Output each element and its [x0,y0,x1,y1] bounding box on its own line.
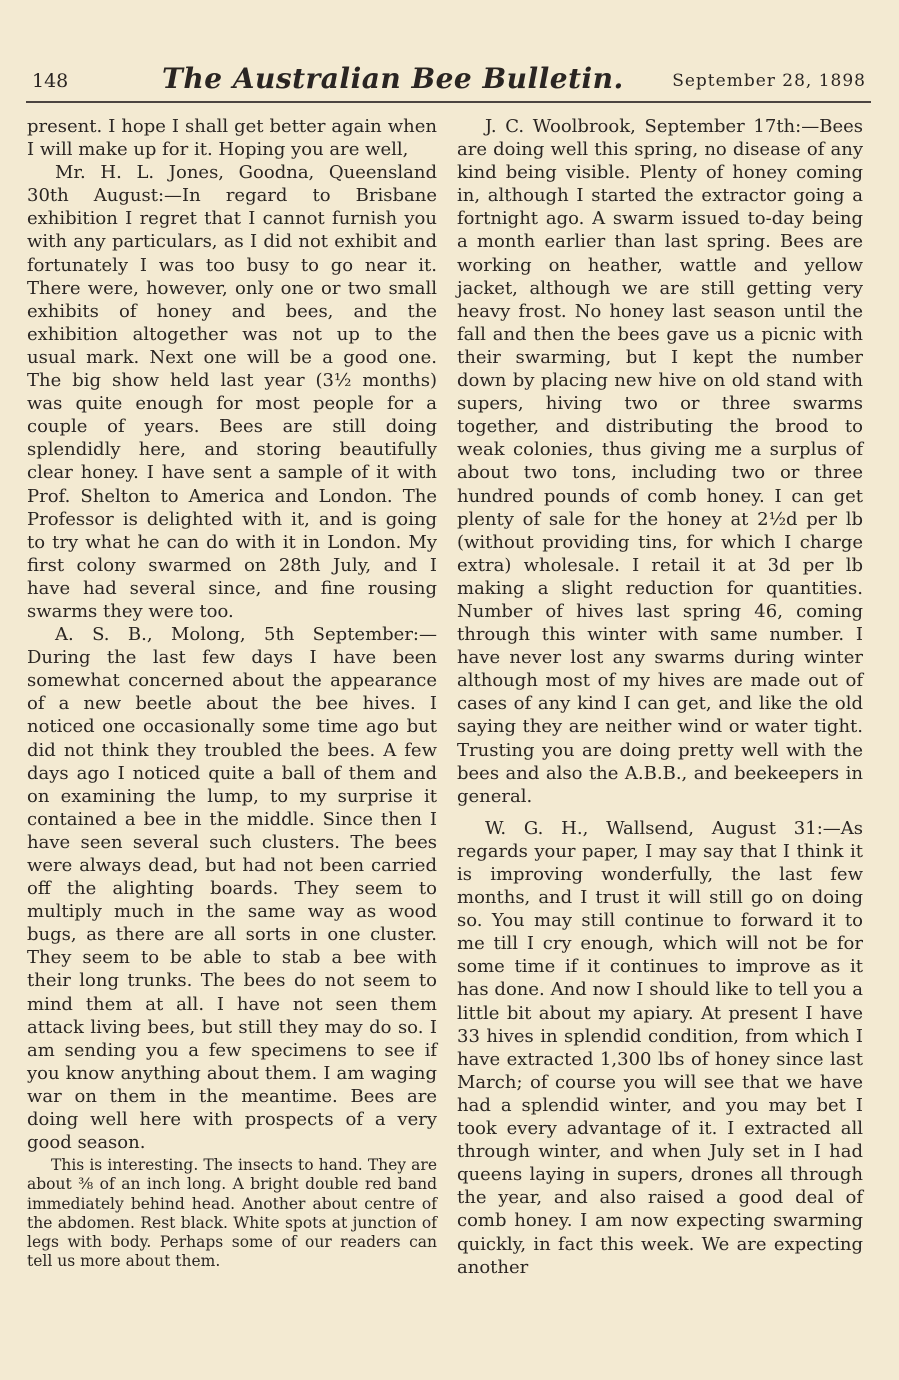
left-column [27,115,437,1360]
right-column [457,115,863,1360]
page-number: 148 [32,70,69,92]
page-header [30,62,868,102]
letter-wgh: W. G. H., Wallsend, August 31:—As regards your paper, I may say that I think it is improving wonderfully, the last few months, and I trust it will still go on doing so. You may still continue to forward it to me till I cry enough, which will not be for some time if it continues to improve as it has done. And now I should like to tell you a little bit about my apiary. At present I have 33 hives in splendid condition, from which I have extracted 1,300 lbs of honey since last March; of course you will see that we have had a splendid winter, and you may bet I took every advantage of it. I extracted all through winter, and when July set in I had queens laying in supers, drones all through the year, and also raised a good deal of comb honey. I am now expecting swarming quickly, in fact this week. We are expecting another [457,817,863,1278]
letter-woolbrook: J. C. Woolbrook, September 17th:—Bees are doing well this spring, no disease of any kind being visible. Plenty of honey coming in, although I started the extractor going a fortnight ago. A swarm issued to-day being a month earlier than last spring. Bees are working on heather, wattle and yellow jacket, although we are still getting very heavy frost. No honey last season until the fall and then the bees gave us a picnic with their swarming, but I kept the number down by placing new hive on old stand with supers, hiving two or three swarms together, and distributing the brood to weak colonies, thus giving me a surplus of about two tons, including two or three hundred pounds of comb honey. I can get plenty of sale for the honey at 2½d per lb (without providing tins, for which I charge extra) wholesale. I retail it at 3d per lb making a slight reduction for quantities. Number of hives last spring 46, coming through this winter with same number. I have never lost any swarms during winter although most of my hives are made out of cases of any kind I can get, and like the old saying they are neither wind or water tight. Trusting you are doing pretty well with the bees and also the A.B.B., and beekeepers in general. [457,116,863,807]
header-rule [26,101,871,103]
letter-jones: Mr. H. L. Jones, Goodna, Queensland 30th August:—In regard to Brisbane exhibition I regret that I cannot furnish you with any particulars, as I did not exhibit and fortunately I was too busy to go near it. There were, however, only one or two small exhibits of honey and bees, and the exhibition altogether was not up to the usual mark. Next one will be a good one. The big show held last year (3½ months) was quite enough for most people for a couple of years. Bees are still doing splendidly here, and storing beautifully clear honey. I have sent a sample of it with Prof. Shelton to America and London. The Professor is delighted with it, and is going to try what he can do with it in London. My first colony swarmed on 28th July, and I have had several since, and fine rousing swarms they were too. [27,162,437,622]
journal-title: The Australian Bee Bulletin. [162,62,624,95]
editor-note: This is interesting. The insects to hand. They are about ⅜ of an inch long. A bright double red band immediately behind head. Another about centre of the abdomen. Rest black. White spots at junction of legs with body. Perhaps some of our readers can tell us more about them. [27,1156,437,1271]
letter-asb: A. S. B., Molong, 5th September:—During the last few days I have been somewhat concerned about the appearance of a new beetle about the bee hives. I noticed one occasionally some time ago but did not think they troubled the bees. A few days ago I noticed quite a ball of them and on examining the lump, to my surprise it contained a bee in the middle. Since then I have seen several such clusters. The bees were always dead, but had not been carried off the alighting boards. They seem to multiply much in the same way as wood bugs, as there are all sorts in one cluster. They seem to be able to stab a bee with their long trunks. The bees do not seem to mind them at all. I have not seen them attack living bees, but still they may do so. I am sending you a few specimens to see if you know anything about them. I am waging war on them in the meantime. Bees are doing well here with prospects of a very good season. [27,624,437,1154]
letter-continuation: present. I hope I shall get better again when I will make up for it. Hoping you are well, [27,116,437,161]
issue-date: September 28, 1898 [672,71,866,91]
